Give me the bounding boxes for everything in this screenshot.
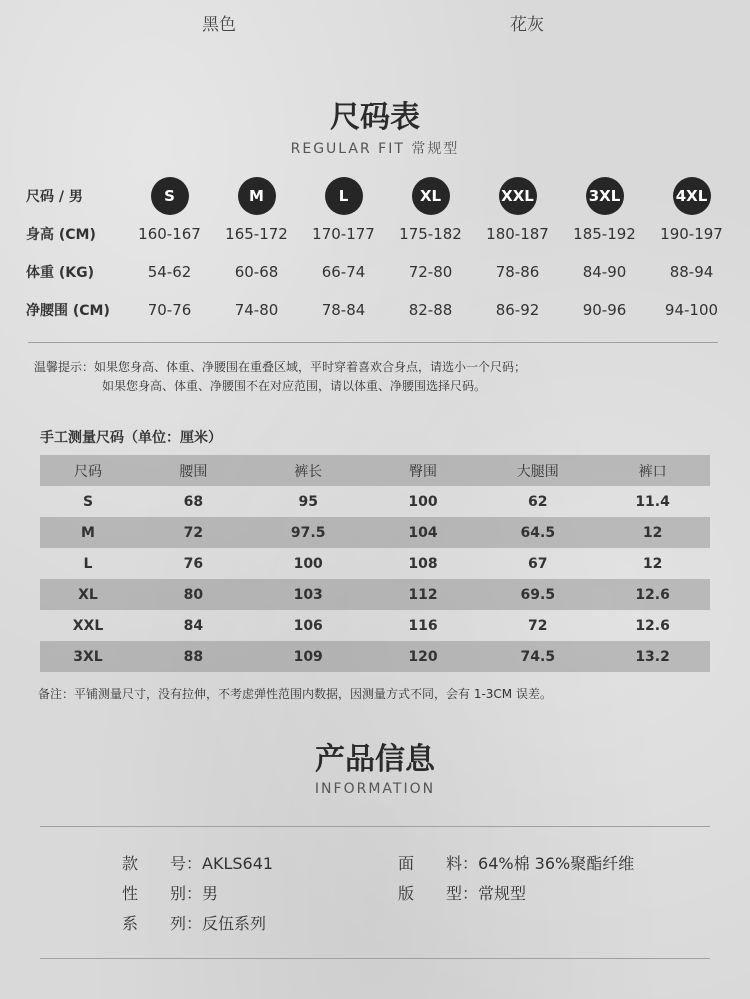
table-cell: 67	[528, 555, 548, 572]
table-header: 尺码	[74, 463, 102, 480]
table-row	[40, 610, 710, 641]
height-value: 160-167	[138, 225, 201, 243]
product-info-subtitle: INFORMATION	[314, 781, 436, 797]
height-value: 170-177	[312, 225, 375, 243]
table-row	[40, 548, 710, 579]
table-cell: 12	[642, 555, 663, 572]
table-cell: 13.2	[635, 648, 670, 665]
size-badge: XXL	[499, 177, 537, 215]
table-cell: 11.4	[635, 493, 670, 510]
table-cell: 106	[293, 617, 323, 634]
weight-value: 60-68	[234, 263, 279, 281]
divider	[28, 342, 718, 343]
table-cell: 69.5	[520, 586, 556, 603]
table-cell: 120	[408, 648, 438, 665]
height-value: 165-172	[225, 225, 288, 243]
table-cell: 108	[408, 555, 438, 572]
height-row	[26, 215, 736, 253]
table-cell: 112	[408, 586, 438, 603]
table-cell: XXL	[72, 617, 104, 634]
product-field-fit	[398, 881, 526, 904]
measure-table	[40, 455, 710, 672]
table-cell: 100	[408, 493, 438, 510]
product-field-fabric	[398, 851, 634, 874]
table-cell: 104	[408, 524, 438, 541]
product-field-key: 面 料：	[398, 854, 479, 873]
waist-value: 78-84	[321, 301, 366, 319]
table-header: 腰围	[179, 463, 208, 480]
weight-value: 78-86	[495, 263, 540, 281]
size-badge: L	[325, 177, 363, 215]
table-cell: L	[83, 555, 93, 572]
product-field-key: 款 号：	[122, 854, 203, 873]
tip-line-2: 如果您身高、体重、净腰围不在对应范围，请以体重、净腰围选择尺码。	[102, 379, 487, 393]
table-cell: S	[82, 493, 94, 510]
table-cell: 116	[408, 617, 438, 634]
weight-value: 54-62	[147, 263, 192, 281]
table-cell: 74.5	[520, 648, 556, 665]
size-grid	[26, 177, 736, 329]
table-header: 大腿围	[516, 463, 559, 480]
height-value: 180-187	[486, 225, 549, 243]
waist-value: 94-100	[664, 301, 719, 319]
table-cell: 3XL	[73, 648, 103, 665]
weight-value: 66-74	[321, 263, 366, 281]
product-info-title: 产品信息	[315, 742, 435, 777]
weight-label: 体重 (KG)	[26, 265, 95, 281]
table-cell: 72	[528, 617, 548, 634]
waist-value: 82-88	[408, 301, 453, 319]
product-field-value: 常规型	[478, 884, 527, 903]
waist-row	[26, 291, 736, 329]
size-badge: 3XL	[586, 177, 624, 215]
height-value: 190-197	[660, 225, 723, 243]
table-cell: 68	[183, 493, 204, 510]
table-cell: 97.5	[290, 524, 326, 541]
product-field-gender	[122, 881, 218, 904]
size-chart-subtitle: REGULAR FIT 常规型	[290, 141, 460, 157]
size-badge: M	[238, 177, 276, 215]
table-cell: 12	[642, 524, 663, 541]
table-cell: 12.6	[635, 617, 670, 634]
height-value: 185-192	[573, 225, 636, 243]
table-row	[40, 517, 710, 548]
table-cell: 103	[293, 586, 323, 603]
table-cell: 12.6	[635, 586, 670, 603]
table-cell: 62	[528, 493, 548, 510]
divider	[40, 958, 710, 959]
height-value: 175-182	[399, 225, 462, 243]
weight-value: 84-90	[582, 263, 627, 281]
table-cell: 109	[293, 648, 323, 665]
table-cell: XL	[78, 586, 98, 603]
color-label-black: 黑色	[202, 15, 236, 35]
color-label-grey: 花灰	[510, 15, 544, 35]
product-field-value: 64%棉 36%聚酯纤维	[478, 854, 635, 873]
measure-title: 手工测量尺码（单位：厘米）	[40, 430, 222, 446]
table-cell: 80	[183, 586, 204, 603]
weight-value: 72-80	[408, 263, 453, 281]
size-badge: 4XL	[673, 177, 711, 215]
table-cell: 84	[183, 617, 204, 634]
table-row	[40, 641, 710, 672]
size-row-label: 尺码 / 男	[26, 189, 83, 205]
size-chart-title: 尺码表	[330, 100, 420, 135]
product-field-key: 性 别：	[122, 884, 203, 903]
table-cell: 100	[293, 555, 323, 572]
waist-value: 74-80	[234, 301, 279, 319]
tip-line-1: 温馨提示：如果您身高、体重、净腰围在重叠区域，平时穿着喜欢合身点，请选小一个尺码；	[34, 360, 527, 374]
height-label: 身高 (CM)	[26, 227, 96, 243]
divider	[40, 826, 710, 827]
table-cell: 95	[298, 493, 318, 510]
table-cell: 64.5	[520, 524, 556, 541]
waist-value: 70-76	[147, 301, 192, 319]
size-row	[26, 177, 736, 215]
waist-label: 净腰围 (CM)	[26, 303, 110, 319]
table-cell: 72	[183, 524, 204, 541]
table-row	[40, 579, 710, 610]
product-field-value: 反伍系列	[202, 914, 267, 933]
table-row	[40, 486, 710, 517]
table-header-row	[40, 455, 710, 486]
waist-value: 90-96	[582, 301, 627, 319]
table-cell: M	[81, 524, 95, 541]
product-field-key: 系 列：	[122, 914, 203, 933]
weight-row	[26, 253, 736, 291]
product-field-series	[122, 911, 266, 934]
size-badge: S	[151, 177, 189, 215]
table-header: 裤口	[638, 463, 667, 480]
size-badge: XL	[412, 177, 450, 215]
product-field-key: 版 型：	[398, 884, 479, 903]
weight-value: 88-94	[669, 263, 714, 281]
product-field-style	[122, 851, 273, 874]
table-header: 裤长	[294, 463, 323, 480]
table-cell: 88	[183, 648, 204, 665]
product-field-value: AKLS641	[202, 854, 274, 873]
product-field-value: 男	[202, 884, 219, 903]
table-cell: 76	[183, 555, 204, 572]
table-header: 臀围	[408, 463, 437, 480]
waist-value: 86-92	[495, 301, 540, 319]
measure-note: 备注：平铺测量尺寸，没有拉伸，不考虑弹性范围内数据，因测量方式不同，会有 1-3CM 误差。	[38, 687, 552, 701]
